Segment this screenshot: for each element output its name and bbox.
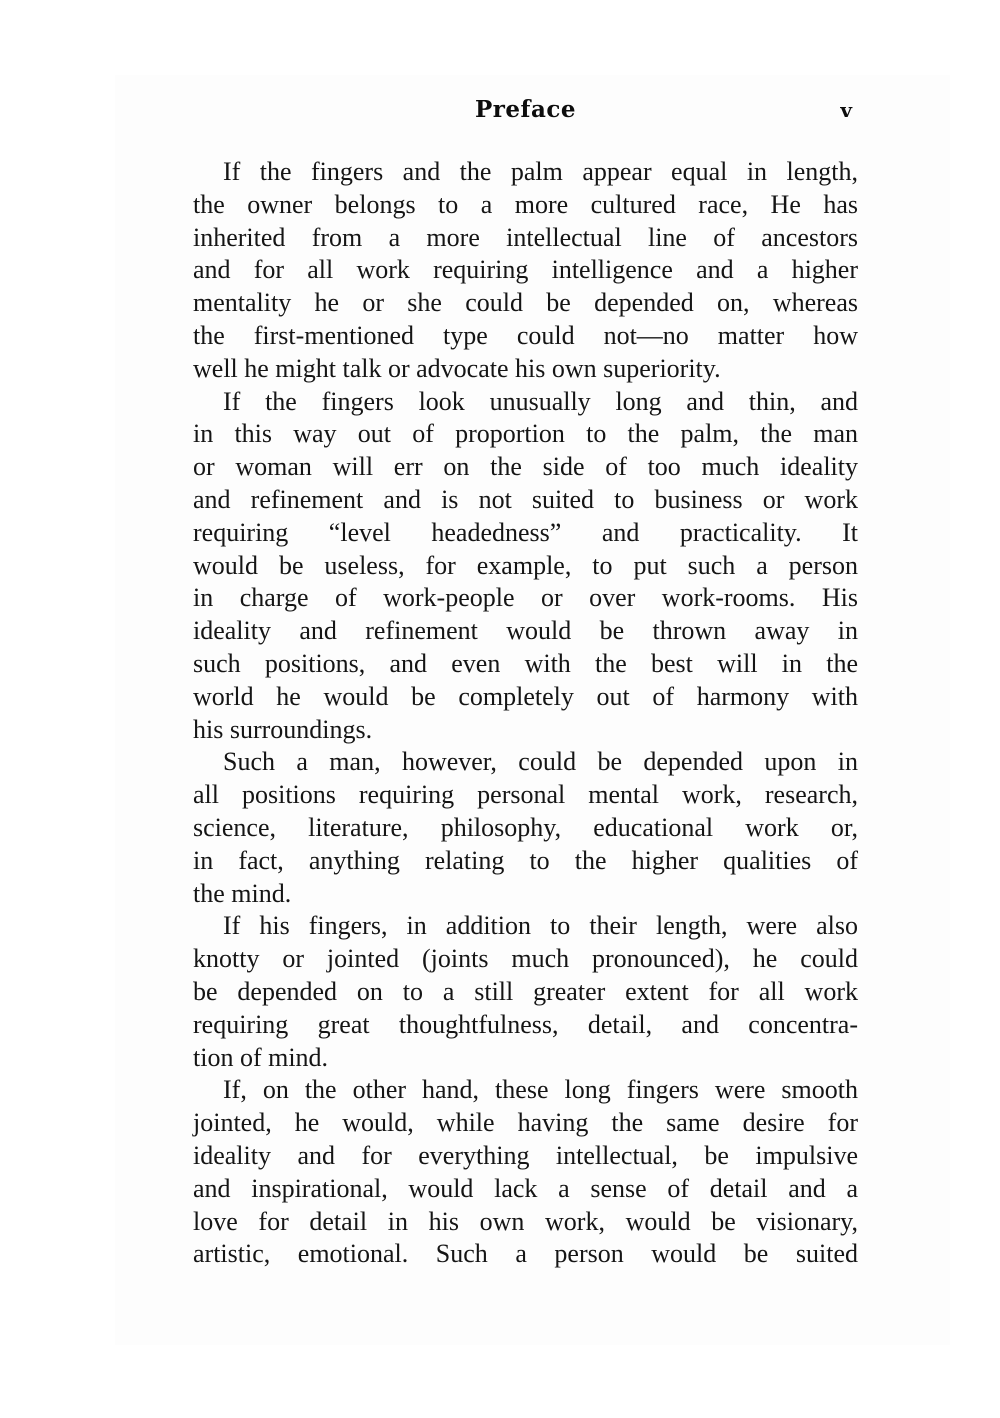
running-title: Preface — [475, 96, 576, 123]
paragraph-3 — [193, 746, 858, 910]
text-line: ideality and refinement would be thrown away in — [193, 616, 858, 646]
text-line: all positions requiring personal mental work, research, — [193, 780, 858, 810]
text-line: in charge of work-people or over work-rooms. His — [193, 583, 858, 613]
text-line: and for all work requiring intelligence and a higher — [193, 255, 858, 285]
body-text — [193, 156, 858, 1271]
text-line: tion of mind. — [193, 1042, 329, 1072]
text-line: or woman will err on the side of too much ideality — [193, 452, 858, 482]
text-line: inherited from a more intellectual line of ancestors — [193, 222, 858, 252]
text-line: such positions, and even with the best will in the — [193, 648, 858, 678]
text-line: Such a man, however, could be depended upon in — [223, 747, 858, 777]
text-line: be depended on to a still greater extent for all work — [193, 976, 858, 1006]
text-line: science, literature, philosophy, educational work or, — [193, 812, 858, 842]
paragraph-2 — [193, 386, 858, 747]
text-line: If his fingers, in addition to their length, were also — [223, 911, 858, 941]
text-line: love for detail in his own work, would be visionary, — [193, 1206, 858, 1236]
text-line: requiring “level headedness” and practicality. It — [193, 517, 858, 547]
text-line: jointed, he would, while having the same desire for — [193, 1108, 858, 1138]
text-line: If, on the other hand, these long fingers were smooth — [223, 1075, 858, 1105]
page-number: v — [840, 98, 852, 122]
paragraph-5 — [193, 1074, 858, 1271]
running-head — [193, 96, 858, 130]
text-line: well he might talk or advocate his own superiority. — [193, 353, 721, 383]
text-line: the mind. — [193, 878, 292, 908]
text-line: in this way out of proportion to the palm, the man — [193, 419, 858, 449]
text-line: requiring great thoughtfulness, detail, and concentra- — [193, 1009, 858, 1039]
paragraph-4 — [193, 910, 858, 1074]
text-line: If the fingers look unusually long and thin, and — [223, 386, 858, 416]
text-line: the first-mentioned type could not—no matter how — [193, 320, 858, 350]
text-line: his surroundings. — [193, 714, 373, 744]
text-line: the owner belongs to a more cultured race, He has — [193, 189, 858, 219]
text-line: mentality he or she could be depended on, whereas — [193, 288, 858, 318]
text-line: and refinement and is not suited to business or work — [193, 484, 858, 514]
paragraph-1 — [193, 156, 858, 386]
text-line: world he would be completely out of harmony with — [193, 681, 858, 711]
text-line: in fact, anything relating to the higher qualities of — [193, 845, 858, 875]
text-line: and inspirational, would lack a sense of detail and a — [193, 1173, 858, 1203]
text-line: would be useless, for example, to put such a person — [193, 550, 858, 580]
text-line: artistic, emotional. Such a person would be suited — [193, 1239, 858, 1269]
text-line: knotty or jointed (joints much pronounced), he could — [193, 944, 858, 974]
text-line: If the fingers and the palm appear equal in length, — [223, 157, 858, 186]
text-line: ideality and for everything intellectual, be impulsive — [193, 1140, 858, 1170]
